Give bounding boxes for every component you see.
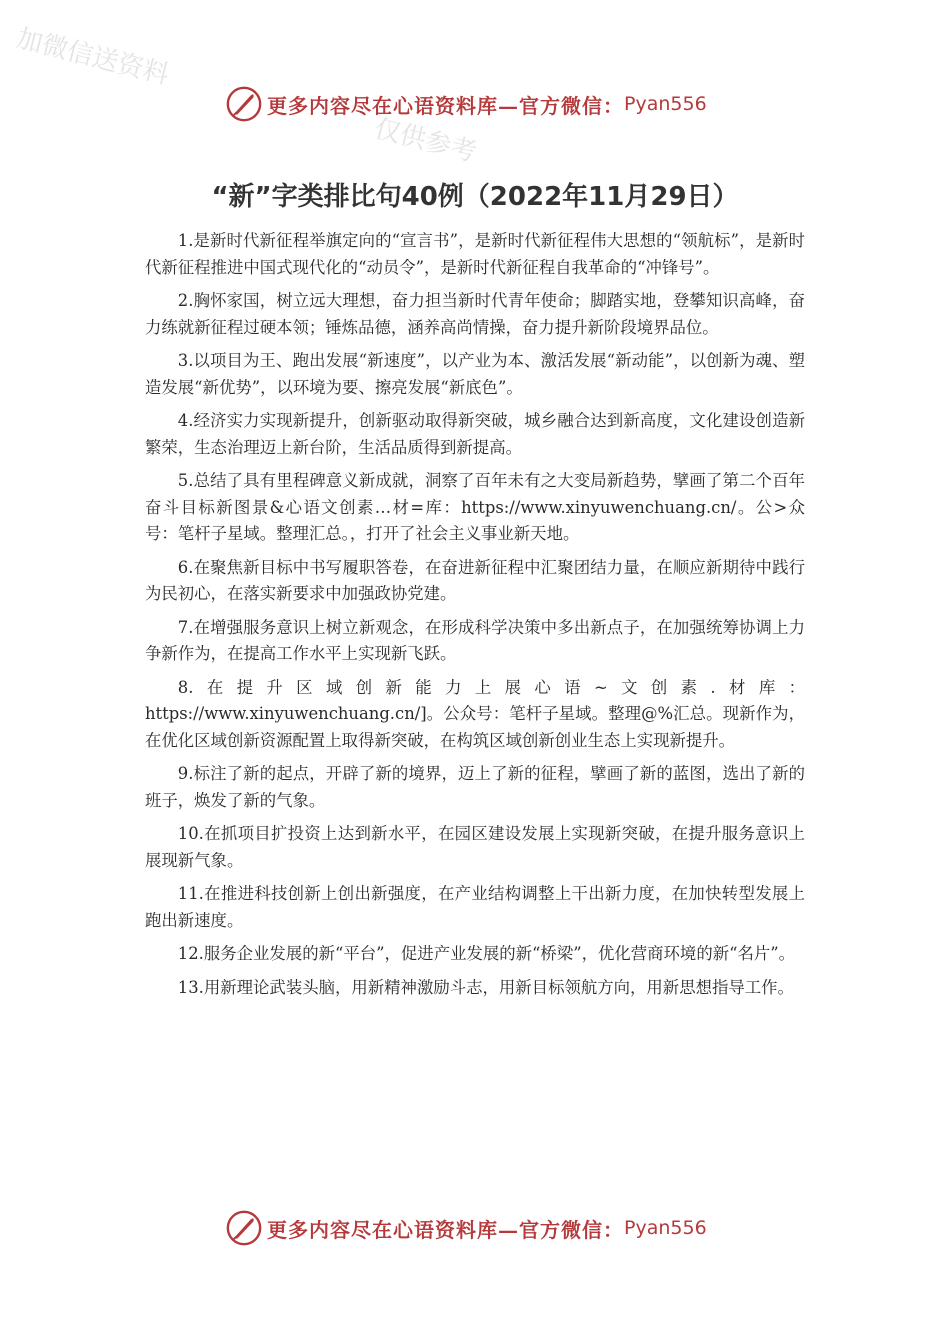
paragraph-5: 5.总结了具有里程碑意义新成就，洞察了百年未有之大变局新趋势，擘画了第二个百年奋斗目标新图景&心语文创素…材=库：https://www.xinyuwenchuang.cn/。公>众号：笔杆子星域。整理汇总。，打开了社会主义事业新天地。 [145,471,805,543]
quill-logo-icon [225,1209,263,1247]
paragraph-13: 13.用新理论武装头脑，用新精神激励斗志，用新目标领航方向，用新思想指导工作。 [177,977,794,997]
paragraph-9: 9.标注了新的起点，开辟了新的境界，迈上了新的征程，擘画了新的蓝图，选出了新的班子，焕发了新的气象。 [145,764,805,810]
banner-text: 更多内容尽在心语资料库—官方微信： [267,1217,624,1242]
paragraph-4: 4.经济实力实现新提升，创新驱动取得新突破，城乡融合达到新高度，文化建设创造新繁荣，生态治理迈上新台阶，生活品质得到新提高。 [145,411,805,457]
document-body [145,228,805,1008]
banner-wechat-id: Pyan556 [624,1217,707,1239]
paragraph-7: 7.在增强服务意识上树立新观念，在形成科学决策中多出新点子，在加强统筹协调上力争新作为，在提高工作水平上实现新飞跃。 [145,617,805,663]
banner-wechat-id: Pyan556 [624,93,707,115]
paragraph-11: 11.在推进科技创新上创出新强度，在产业结构调整上干出新力度，在加快转型发展上跑出新速度。 [145,884,805,930]
paragraph-2: 2.胸怀家国，树立远大理想，奋力担当新时代青年使命；脚踏实地，登攀知识高峰，奋力练就新征程过硬本领；锤炼品德，涵养高尚情操，奋力提升新阶段境界品位。 [145,291,805,337]
paragraph-12: 12.服务企业发展的新“平台”，促进产业发展的新“桥梁”，优化营商环境的新“名片”。 [177,944,796,963]
banner-text: 更多内容尽在心语资料库—官方微信： [267,93,624,118]
document-title: “新”字类排比句40例（2022年11月29日） [211,182,739,212]
paragraph-6: 6.在聚焦新目标中书写履职答卷，在奋进新征程中汇聚团结力量，在顺应新期待中践行为民初心，在落实新要求中加强政协党建。 [145,557,805,603]
watermark-text: 加微信送资料 [13,23,172,91]
watermark-text-secondary: 仅供参考 [371,113,480,169]
paragraph-3: 3.以项目为王、跑出发展“新速度”，以产业为本、激活发展“新动能”，以创新为魂、塑造发展“新优势”，以环境为要、擦亮发展“新底色”。 [145,351,805,397]
paragraph-10: 10.在抓项目扩投资上达到新水平，在园区建设发展上实现新突破，在提升服务意识上展现新气象。 [145,824,805,870]
header-banner [225,84,707,124]
paragraph-8: 8.在提升区域创新能力上展心语~文创素.材库：https://www.xinyuwenchuang.cn/]。公众号：笔杆子星域。整理@%汇总。现新作为，在优化区域创新资源配置上取得新突破，在构筑区域创新创业生态上实现新提升。 [145,677,805,750]
footer-banner [225,1208,707,1248]
quill-logo-icon [225,85,263,123]
paragraph-1: 1.是新时代新征程举旗定向的“宣言书”，是新时代新征程伟大思想的“领航标”，是新时代新征程推进中国式现代化的“动员令”，是新时代新征程自我革命的“冲锋号”。 [145,231,805,277]
